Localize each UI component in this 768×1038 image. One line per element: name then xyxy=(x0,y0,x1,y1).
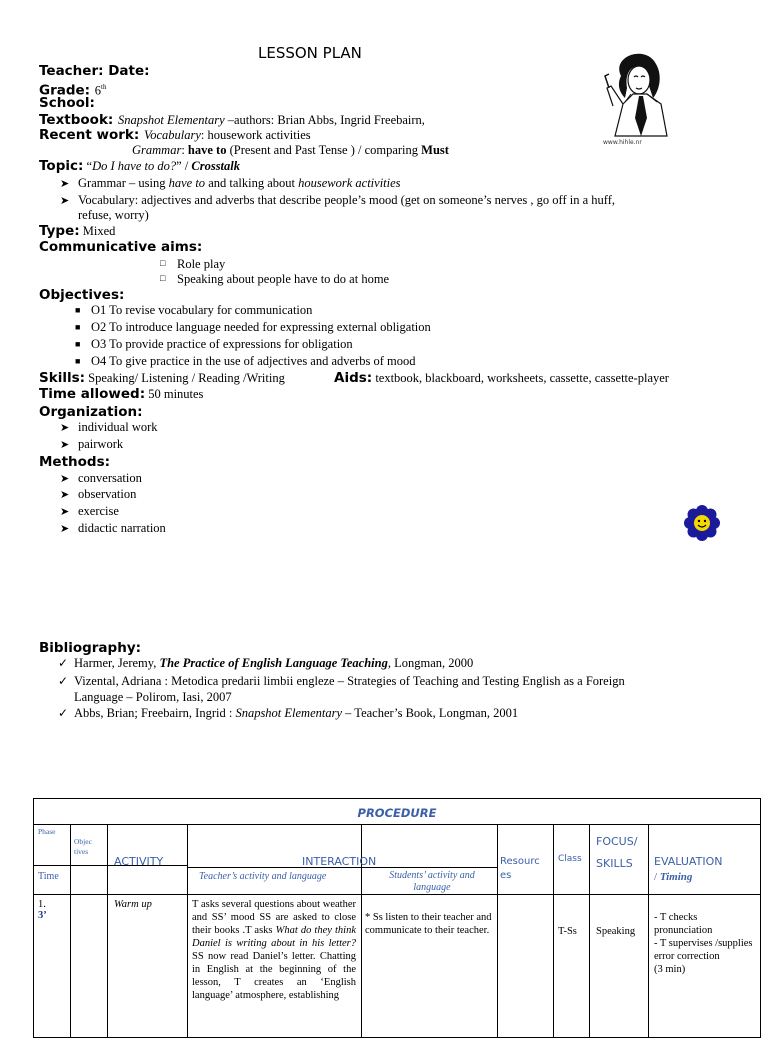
time-value: 50 minutes xyxy=(145,387,204,401)
header-timing xyxy=(654,871,692,884)
grade-sup: th xyxy=(101,83,107,91)
communicative-aims-label: Communicative aims: xyxy=(39,239,203,255)
procedure-table xyxy=(33,798,761,1038)
biblio-3a: Abbs, Brian; Freebairn, Ingrid : xyxy=(74,706,236,720)
header-class: Class xyxy=(558,854,582,864)
woman-portrait-illustration xyxy=(601,46,679,146)
row1-focus: Speaking xyxy=(596,926,636,937)
arrow-bullet-icon: ➤ xyxy=(60,523,70,535)
teacher-label: Teacher: Date: xyxy=(39,63,150,79)
row1-students-activity: * Ss listen to their teacher and communicate to their teacher. xyxy=(365,912,492,936)
square-bullet-icon: ■ xyxy=(75,356,81,366)
header-objectives: Objec tives xyxy=(74,837,92,856)
header-timing-sep: / xyxy=(654,871,660,883)
comm-item: Speaking about people have to do at home xyxy=(177,272,390,286)
row1-teacher-b: What do they think Daniel is writing about in his letter? xyxy=(192,925,356,949)
square-bullet-icon: ■ xyxy=(75,339,81,349)
biblio-item xyxy=(74,656,473,671)
topic-row xyxy=(39,158,240,174)
recent-vocab-text: : housework activities xyxy=(200,128,311,142)
header-evaluation: EVALUATION xyxy=(654,855,723,868)
method-item: exercise xyxy=(78,504,119,518)
objective-item: O4 To give practice in the use of adjectives and adverbs of mood xyxy=(91,354,416,368)
topic-item-1d: housework activities xyxy=(298,176,401,190)
textbook-row xyxy=(39,112,425,128)
organization-label: Organization: xyxy=(39,404,143,420)
topic-item-1b: have to xyxy=(168,176,206,190)
biblio-3c: – Teacher’s Book, Longman, 2001 xyxy=(342,706,519,720)
topic-item-vocabulary-cont: refuse, worry) xyxy=(78,208,149,222)
bibliography-label: Bibliography: xyxy=(39,640,142,656)
grammar-row xyxy=(132,143,449,158)
aids-value: textbook, blackboard, worksheets, cassette, cassette-player xyxy=(372,371,669,385)
header-resources: Resourc es xyxy=(500,856,540,881)
header-activity: ACTIVITY xyxy=(114,855,164,868)
objective-item: O1 To revise vocabulary for communication xyxy=(91,303,313,317)
header-time: Time xyxy=(38,871,59,882)
header-teacher-activity: Teacher’s activity and language xyxy=(199,871,327,882)
square-bullet-icon: □ xyxy=(160,273,166,283)
methods-label: Methods: xyxy=(39,454,111,470)
type-row xyxy=(39,223,115,239)
arrow-bullet-icon: ➤ xyxy=(60,439,70,451)
topic-open: “ xyxy=(83,159,93,173)
textbook-title: Snapshot Elementary xyxy=(118,113,225,127)
method-item: didactic narration xyxy=(78,521,166,535)
header-students-activity: Students’ activity and language xyxy=(389,870,475,893)
topic-item-1a: Grammar – using xyxy=(78,176,169,190)
grammar-bold: have to xyxy=(187,143,227,157)
header-focus-skills: FOCUS/ SKILLS xyxy=(596,835,638,870)
row1-phase: 1. xyxy=(38,899,46,910)
objective-item: O2 To introduce language needed for expressing external obligation xyxy=(91,320,431,334)
row1-teacher-activity xyxy=(192,898,356,1002)
method-item: observation xyxy=(78,487,137,501)
portrait-credit: www.hihle.nr xyxy=(603,139,642,146)
arrow-bullet-icon: ➤ xyxy=(60,422,70,434)
arrow-bullet-icon: ➤ xyxy=(60,473,70,485)
recent-label: Recent work: xyxy=(39,127,140,143)
skills-row xyxy=(39,370,285,386)
topic-quote: Do I have to do? xyxy=(92,159,177,173)
grammar-rest: (Present and Past Tense ) / comparing xyxy=(226,143,422,157)
row1-class: T-Ss xyxy=(558,926,577,937)
header-timing-label: Timing xyxy=(659,871,693,883)
row1-activity: Warm up xyxy=(114,899,152,910)
arrow-bullet-icon: ➤ xyxy=(60,178,70,190)
textbook-label: Textbook: xyxy=(39,112,114,128)
skills-value: Speaking/ Listening / Reading /Writing xyxy=(85,371,285,385)
row1-teacher-c: SS now read Daniel’s letter. Chatting in English at the beginning of the lesson, T creates an ‘English language’ atmosphere, establishing xyxy=(192,951,356,1001)
school-label: School: xyxy=(39,95,95,111)
biblio-1a: Harmer, Jeremy, xyxy=(74,656,160,670)
topic-close: ” / xyxy=(176,159,192,173)
time-label: Time allowed: xyxy=(39,386,146,402)
arrow-bullet-icon: ➤ xyxy=(60,489,70,501)
comm-item: Role play xyxy=(177,257,226,271)
header-phase: Phase xyxy=(38,827,56,836)
method-item: conversation xyxy=(78,471,142,485)
smiley-flower-icon xyxy=(684,505,720,541)
square-bullet-icon: □ xyxy=(160,258,166,268)
grammar-label: Grammar xyxy=(132,143,182,157)
recent-row xyxy=(39,127,311,143)
header-interaction: INTERACTION xyxy=(302,855,377,868)
page-title: LESSON PLAN xyxy=(258,44,362,62)
square-bullet-icon: ■ xyxy=(75,305,81,315)
topic-label: Topic: xyxy=(39,158,84,174)
biblio-3b: Snapshot Elementary xyxy=(235,706,343,720)
checkmark-icon: ✓ xyxy=(58,656,69,670)
biblio-item-cont: Language – Polirom, Iasi, 2007 xyxy=(74,690,232,704)
type-value: Mixed xyxy=(79,224,116,238)
skills-label: Skills: xyxy=(39,370,86,386)
grammar-must: Must xyxy=(421,143,449,157)
row1-evaluation: - T checks pronunciation - T supervises /supplies error correction (3 min) xyxy=(654,912,753,975)
aids-row xyxy=(334,370,669,386)
objectives-label: Objectives: xyxy=(39,287,125,303)
org-item: individual work xyxy=(78,420,158,434)
grade-label: Grade: xyxy=(39,82,91,99)
arrow-bullet-icon: ➤ xyxy=(60,506,70,518)
biblio-1c: , Longman, 2000 xyxy=(387,656,474,670)
biblio-item xyxy=(74,706,518,721)
type-label: Type: xyxy=(39,223,80,239)
objective-item: O3 To provide practice of expressions for obligation xyxy=(91,337,353,351)
recent-vocab-label: Vocabulary xyxy=(143,128,201,142)
topic-item-vocabulary: Vocabulary: adjectives and adverbs that describe people’s mood (get on someone’s nerves , go off in a huff, xyxy=(78,193,616,207)
topic-item-grammar xyxy=(78,176,401,191)
grade-value: 6 xyxy=(94,83,102,98)
topic-crosstalk: Crosstalk xyxy=(191,159,241,173)
checkmark-icon: ✓ xyxy=(58,674,69,688)
textbook-rest: –authors: Brian Abbs, Ingrid Freebairn, xyxy=(224,113,425,127)
row1-time: 3’ xyxy=(38,910,47,921)
square-bullet-icon: ■ xyxy=(75,322,81,332)
topic-item-1c: and talking about xyxy=(205,176,299,190)
procedure-title: PROCEDURE xyxy=(357,806,437,820)
biblio-1b: The Practice of English Language Teaching xyxy=(159,656,388,670)
biblio-item: Vizental, Adriana : Metodica predarii limbii engleze – Strategies of Teaching and Testing English as a Foreign xyxy=(74,674,625,688)
arrow-bullet-icon: ➤ xyxy=(60,195,70,207)
aids-label: Aids: xyxy=(334,370,373,386)
row1-teacher-a: T asks several questions about weather and SS’ mood SS are asked to close their books .T asks xyxy=(192,899,356,936)
grammar-sep: : xyxy=(181,143,188,157)
checkmark-icon: ✓ xyxy=(58,706,69,720)
time-row xyxy=(39,386,203,402)
org-item: pairwork xyxy=(78,437,124,451)
